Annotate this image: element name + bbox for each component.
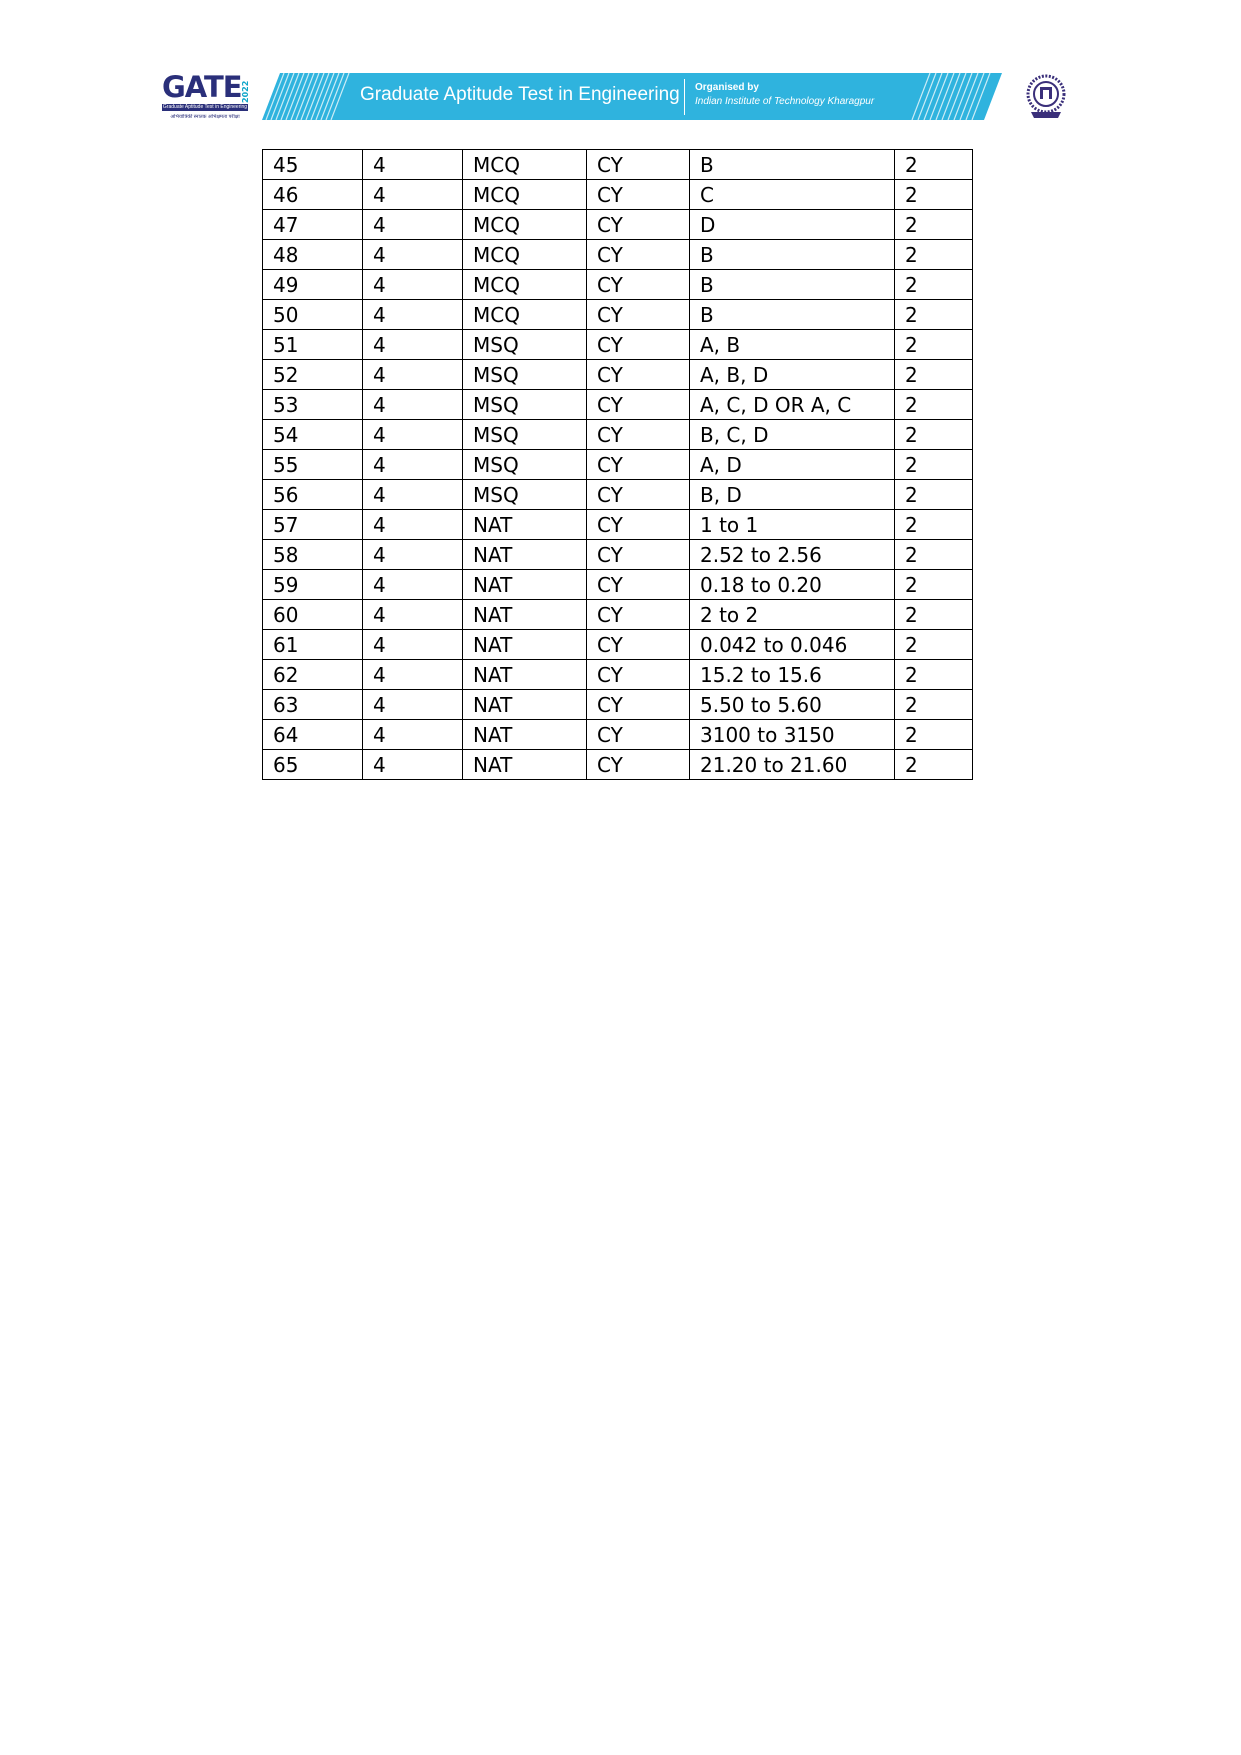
question-type-cell: MCQ: [463, 210, 587, 240]
marks-cell: 2: [895, 390, 973, 420]
gate-logo: [162, 70, 250, 124]
table-row: [263, 720, 973, 750]
table-row: [263, 540, 973, 570]
gate-logo-word: GATE: [162, 70, 242, 104]
question-number-cell: 57: [263, 510, 363, 540]
section-cell: CY: [587, 330, 690, 360]
table-row: [263, 300, 973, 330]
banner-divider: [684, 79, 685, 115]
answer-key-cell: 0.18 to 0.20: [690, 570, 895, 600]
table-row: [263, 510, 973, 540]
session-cell: 4: [363, 180, 463, 210]
question-type-cell: MSQ: [463, 480, 587, 510]
section-cell: CY: [587, 360, 690, 390]
table-row: [263, 180, 973, 210]
table-row: [263, 420, 973, 450]
session-cell: 4: [363, 210, 463, 240]
answer-key-cell: 1 to 1: [690, 510, 895, 540]
marks-cell: 2: [895, 330, 973, 360]
question-number-cell: 45: [263, 150, 363, 180]
marks-cell: 2: [895, 210, 973, 240]
question-number-cell: 46: [263, 180, 363, 210]
question-number-cell: 54: [263, 420, 363, 450]
section-cell: CY: [587, 720, 690, 750]
section-cell: CY: [587, 390, 690, 420]
question-number-cell: 49: [263, 270, 363, 300]
table-row: [263, 480, 973, 510]
section-cell: CY: [587, 450, 690, 480]
table-row: [263, 360, 973, 390]
section-cell: CY: [587, 660, 690, 690]
marks-cell: 2: [895, 420, 973, 450]
marks-cell: 2: [895, 690, 973, 720]
session-cell: 4: [363, 270, 463, 300]
marks-cell: 2: [895, 750, 973, 780]
marks-cell: 2: [895, 360, 973, 390]
marks-cell: 2: [895, 630, 973, 660]
section-cell: CY: [587, 150, 690, 180]
session-cell: 4: [363, 390, 463, 420]
section-cell: CY: [587, 300, 690, 330]
answer-key-cell: C: [690, 180, 895, 210]
section-cell: CY: [587, 420, 690, 450]
session-cell: 4: [363, 480, 463, 510]
section-cell: CY: [587, 570, 690, 600]
answer-key-cell: 15.2 to 15.6: [690, 660, 895, 690]
section-cell: CY: [587, 540, 690, 570]
marks-cell: 2: [895, 450, 973, 480]
session-cell: 4: [363, 540, 463, 570]
marks-cell: 2: [895, 480, 973, 510]
question-number-cell: 55: [263, 450, 363, 480]
session-cell: 4: [363, 300, 463, 330]
question-type-cell: NAT: [463, 750, 587, 780]
answer-key-cell: A, D: [690, 450, 895, 480]
marks-cell: 2: [895, 570, 973, 600]
gate-logo-tagline: Graduate Aptitude Test in Engineering: [162, 104, 248, 110]
marks-cell: 2: [895, 240, 973, 270]
gate-logo-hindi: अभियांत्रिकी स्नातक अभिक्षमता परीक्षा: [170, 114, 240, 120]
section-cell: CY: [587, 750, 690, 780]
organised-by-label: Organised by: [695, 82, 759, 93]
table-row: [263, 570, 973, 600]
table-row: [263, 660, 973, 690]
question-type-cell: NAT: [463, 540, 587, 570]
question-type-cell: MSQ: [463, 450, 587, 480]
section-cell: CY: [587, 690, 690, 720]
question-type-cell: MSQ: [463, 330, 587, 360]
section-cell: CY: [587, 240, 690, 270]
section-cell: CY: [587, 480, 690, 510]
marks-cell: 2: [895, 150, 973, 180]
question-number-cell: 51: [263, 330, 363, 360]
header-banner: [262, 73, 1002, 120]
answer-key-cell: 0.042 to 0.046: [690, 630, 895, 660]
question-type-cell: NAT: [463, 660, 587, 690]
table-row: [263, 600, 973, 630]
question-number-cell: 52: [263, 360, 363, 390]
table-row: [263, 690, 973, 720]
session-cell: 4: [363, 510, 463, 540]
session-cell: 4: [363, 660, 463, 690]
question-type-cell: NAT: [463, 600, 587, 630]
session-cell: 4: [363, 360, 463, 390]
answer-key-cell: 3100 to 3150: [690, 720, 895, 750]
marks-cell: 2: [895, 540, 973, 570]
gate-logo-year: 2022: [241, 80, 250, 104]
section-cell: CY: [587, 600, 690, 630]
question-number-cell: 63: [263, 690, 363, 720]
question-number-cell: 65: [263, 750, 363, 780]
table-row: [263, 240, 973, 270]
question-number-cell: 56: [263, 480, 363, 510]
answer-key-cell: B: [690, 300, 895, 330]
marks-cell: 2: [895, 300, 973, 330]
question-number-cell: 64: [263, 720, 363, 750]
question-type-cell: MSQ: [463, 390, 587, 420]
table-row: [263, 450, 973, 480]
table-row: [263, 390, 973, 420]
answer-key-cell: B: [690, 240, 895, 270]
table-row: [263, 630, 973, 660]
question-type-cell: MCQ: [463, 180, 587, 210]
question-type-cell: NAT: [463, 510, 587, 540]
session-cell: 4: [363, 750, 463, 780]
question-type-cell: MCQ: [463, 150, 587, 180]
question-number-cell: 59: [263, 570, 363, 600]
answer-key-cell: B: [690, 150, 895, 180]
session-cell: 4: [363, 150, 463, 180]
question-type-cell: MCQ: [463, 300, 587, 330]
answer-key-cell: D: [690, 210, 895, 240]
banner-title: Graduate Aptitude Test in Engineering: [360, 84, 680, 105]
session-cell: 4: [363, 420, 463, 450]
answer-key-cell: 21.20 to 21.60: [690, 750, 895, 780]
question-type-cell: NAT: [463, 630, 587, 660]
session-cell: 4: [363, 570, 463, 600]
table-row: [263, 270, 973, 300]
organiser-name: Indian Institute of Technology Kharagpur: [695, 96, 875, 107]
question-number-cell: 60: [263, 600, 363, 630]
marks-cell: 2: [895, 510, 973, 540]
answer-key-cell: B, D: [690, 480, 895, 510]
section-cell: CY: [587, 180, 690, 210]
marks-cell: 2: [895, 270, 973, 300]
question-type-cell: MCQ: [463, 270, 587, 300]
session-cell: 4: [363, 690, 463, 720]
answer-key-cell: A, C, D OR A, C: [690, 390, 895, 420]
question-type-cell: MSQ: [463, 420, 587, 450]
table-row: [263, 210, 973, 240]
answer-key-cell: B: [690, 270, 895, 300]
question-type-cell: MCQ: [463, 240, 587, 270]
answer-key-cell: 2 to 2: [690, 600, 895, 630]
question-type-cell: NAT: [463, 690, 587, 720]
marks-cell: 2: [895, 600, 973, 630]
question-number-cell: 62: [263, 660, 363, 690]
answer-key-cell: A, B, D: [690, 360, 895, 390]
session-cell: 4: [363, 630, 463, 660]
question-type-cell: NAT: [463, 570, 587, 600]
marks-cell: 2: [895, 660, 973, 690]
session-cell: 4: [363, 330, 463, 360]
question-number-cell: 50: [263, 300, 363, 330]
table-row: [263, 330, 973, 360]
question-number-cell: 61: [263, 630, 363, 660]
marks-cell: 2: [895, 720, 973, 750]
answer-key-cell: A, B: [690, 330, 895, 360]
table-row: [263, 750, 973, 780]
answer-key-table: [262, 149, 973, 780]
session-cell: 4: [363, 240, 463, 270]
question-number-cell: 48: [263, 240, 363, 270]
session-cell: 4: [363, 450, 463, 480]
session-cell: 4: [363, 720, 463, 750]
question-number-cell: 53: [263, 390, 363, 420]
marks-cell: 2: [895, 180, 973, 210]
section-cell: CY: [587, 210, 690, 240]
answer-key-cell: 2.52 to 2.56: [690, 540, 895, 570]
section-cell: CY: [587, 630, 690, 660]
question-type-cell: NAT: [463, 720, 587, 750]
iit-kharagpur-emblem-icon: [1025, 74, 1067, 120]
section-cell: CY: [587, 510, 690, 540]
answer-key-cell: 5.50 to 5.60: [690, 690, 895, 720]
section-cell: CY: [587, 270, 690, 300]
question-type-cell: MSQ: [463, 360, 587, 390]
question-number-cell: 47: [263, 210, 363, 240]
answer-key-cell: B, C, D: [690, 420, 895, 450]
question-number-cell: 58: [263, 540, 363, 570]
table-row: [263, 150, 973, 180]
session-cell: 4: [363, 600, 463, 630]
